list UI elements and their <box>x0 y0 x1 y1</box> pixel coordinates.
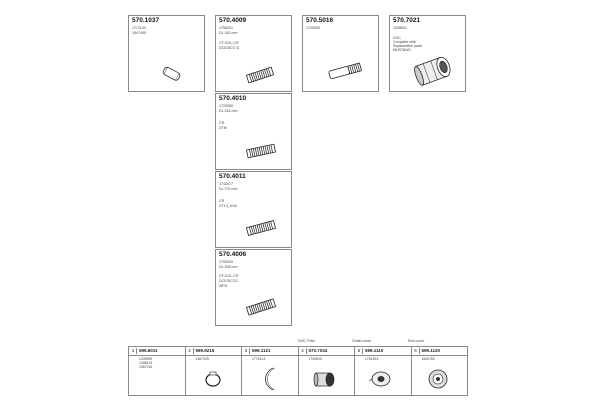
caption-doc-filter: DOC Filter <box>298 339 315 343</box>
part-number: 570.7021 <box>393 17 421 24</box>
part-length: DL 270 mm <box>219 187 238 191</box>
part-ref: 1753029 <box>219 260 233 264</box>
cell-ref: 1439998 <box>139 357 153 361</box>
cell-index: 1 <box>130 348 137 354</box>
part-length: DL 244 mm <box>219 109 238 113</box>
accessory-cell-2[interactable] <box>186 347 243 395</box>
part-card-570-4009[interactable] <box>215 15 292 92</box>
part-ref: 1725289 <box>219 104 233 108</box>
part-note: CR <box>219 121 225 125</box>
part-note: WFD <box>219 284 228 288</box>
cell-ref: 1665782 <box>421 357 435 361</box>
accessory-cell-6[interactable] <box>412 347 469 395</box>
pipe-icon <box>325 58 365 84</box>
accessory-cell-3[interactable] <box>242 347 299 395</box>
cell-part-number: 599.1120 <box>421 348 441 353</box>
pipe-clamp-icon <box>159 64 185 84</box>
accessory-cell-5[interactable] <box>355 347 412 395</box>
cell-ref: 1487025 <box>195 357 209 361</box>
cell-ref: 1387118 <box>139 365 152 369</box>
part-card-570-5016[interactable] <box>302 15 379 92</box>
flex-pipe-icon <box>244 216 278 240</box>
part-note: Replaceable parts <box>393 44 422 48</box>
cell-part-number: 570.7034 <box>308 348 328 353</box>
part-card-570-1037[interactable] <box>128 15 205 92</box>
part-number: 570.4010 <box>219 95 247 102</box>
part-length: DL 305 mm <box>219 265 238 269</box>
flex-pipe-icon <box>244 64 276 86</box>
cell-index: 2 <box>187 348 194 354</box>
flex-pipe-icon <box>244 140 278 162</box>
accessory-cell-1[interactable] <box>129 347 186 395</box>
part-note: CF:COL-CR <box>219 274 239 278</box>
part-number: 570.4011 <box>219 173 246 180</box>
cell-ref: 1749840 <box>308 357 322 361</box>
cell-index: 5 <box>356 348 363 354</box>
part-length: DL 163 mm <box>219 31 238 35</box>
part-note: DT13_6/40 <box>219 204 237 208</box>
cell-index: 6 <box>413 348 420 354</box>
part-card-570-4011[interactable] <box>215 171 292 248</box>
part-number: 570.4009 <box>219 17 247 24</box>
part-note: DOC <box>393 36 401 40</box>
part-ref: 1947455 <box>132 31 146 35</box>
part-note: CF:COL-CR <box>219 41 239 45</box>
caption-outlet-cover: Outlet cover <box>352 339 372 343</box>
flex-pipe-icon <box>244 294 278 320</box>
outlet-cover-icon <box>369 369 393 389</box>
cell-index: 3 <box>243 348 250 354</box>
part-ref: 1758291 <box>219 26 233 30</box>
part-card-570-4010[interactable] <box>215 93 292 170</box>
part-note: Complete with <box>393 40 416 44</box>
part-ref: 1538601 <box>393 26 407 30</box>
part-note: CR <box>219 199 225 203</box>
caption-end-cover: End cover <box>408 339 425 343</box>
end-cover-icon <box>426 367 450 391</box>
part-ref: 1742677 <box>219 182 233 186</box>
cell-ref: 1761324 <box>365 357 379 361</box>
part-number: 570.5016 <box>306 17 334 24</box>
accessories-strip <box>128 346 468 396</box>
part-note: DCE/DCO D <box>219 46 240 50</box>
cell-part-number: 599.1110 <box>365 348 384 353</box>
dpf-filter-icon <box>412 52 458 88</box>
part-number: 570.1037 <box>132 17 160 24</box>
doc-filter-icon <box>313 367 337 391</box>
part-note: DTM <box>219 126 227 130</box>
part-card-570-4006[interactable] <box>215 249 292 326</box>
clamp-ring-icon <box>203 371 223 389</box>
cell-part-number: 599.9215 <box>195 348 215 353</box>
part-ref: 1725900 <box>306 26 320 30</box>
part-ref: 1771140 <box>132 26 146 30</box>
accessory-cell-4[interactable] <box>299 347 356 395</box>
gasket-arc-icon <box>259 365 281 393</box>
cell-index: 4 <box>300 348 307 354</box>
cell-part-number: 599.6011 <box>139 348 158 353</box>
cell-ref: 1448476 <box>139 361 153 365</box>
cell-part-number: 599.1121 <box>252 348 271 353</box>
part-note: DCE/DCO2 <box>219 279 238 283</box>
part-number: 570.4006 <box>219 251 247 258</box>
cell-ref: 1774413 <box>252 357 266 361</box>
part-card-570-7021[interactable] <box>389 15 466 92</box>
part-note: MUSTANG <box>393 48 411 52</box>
